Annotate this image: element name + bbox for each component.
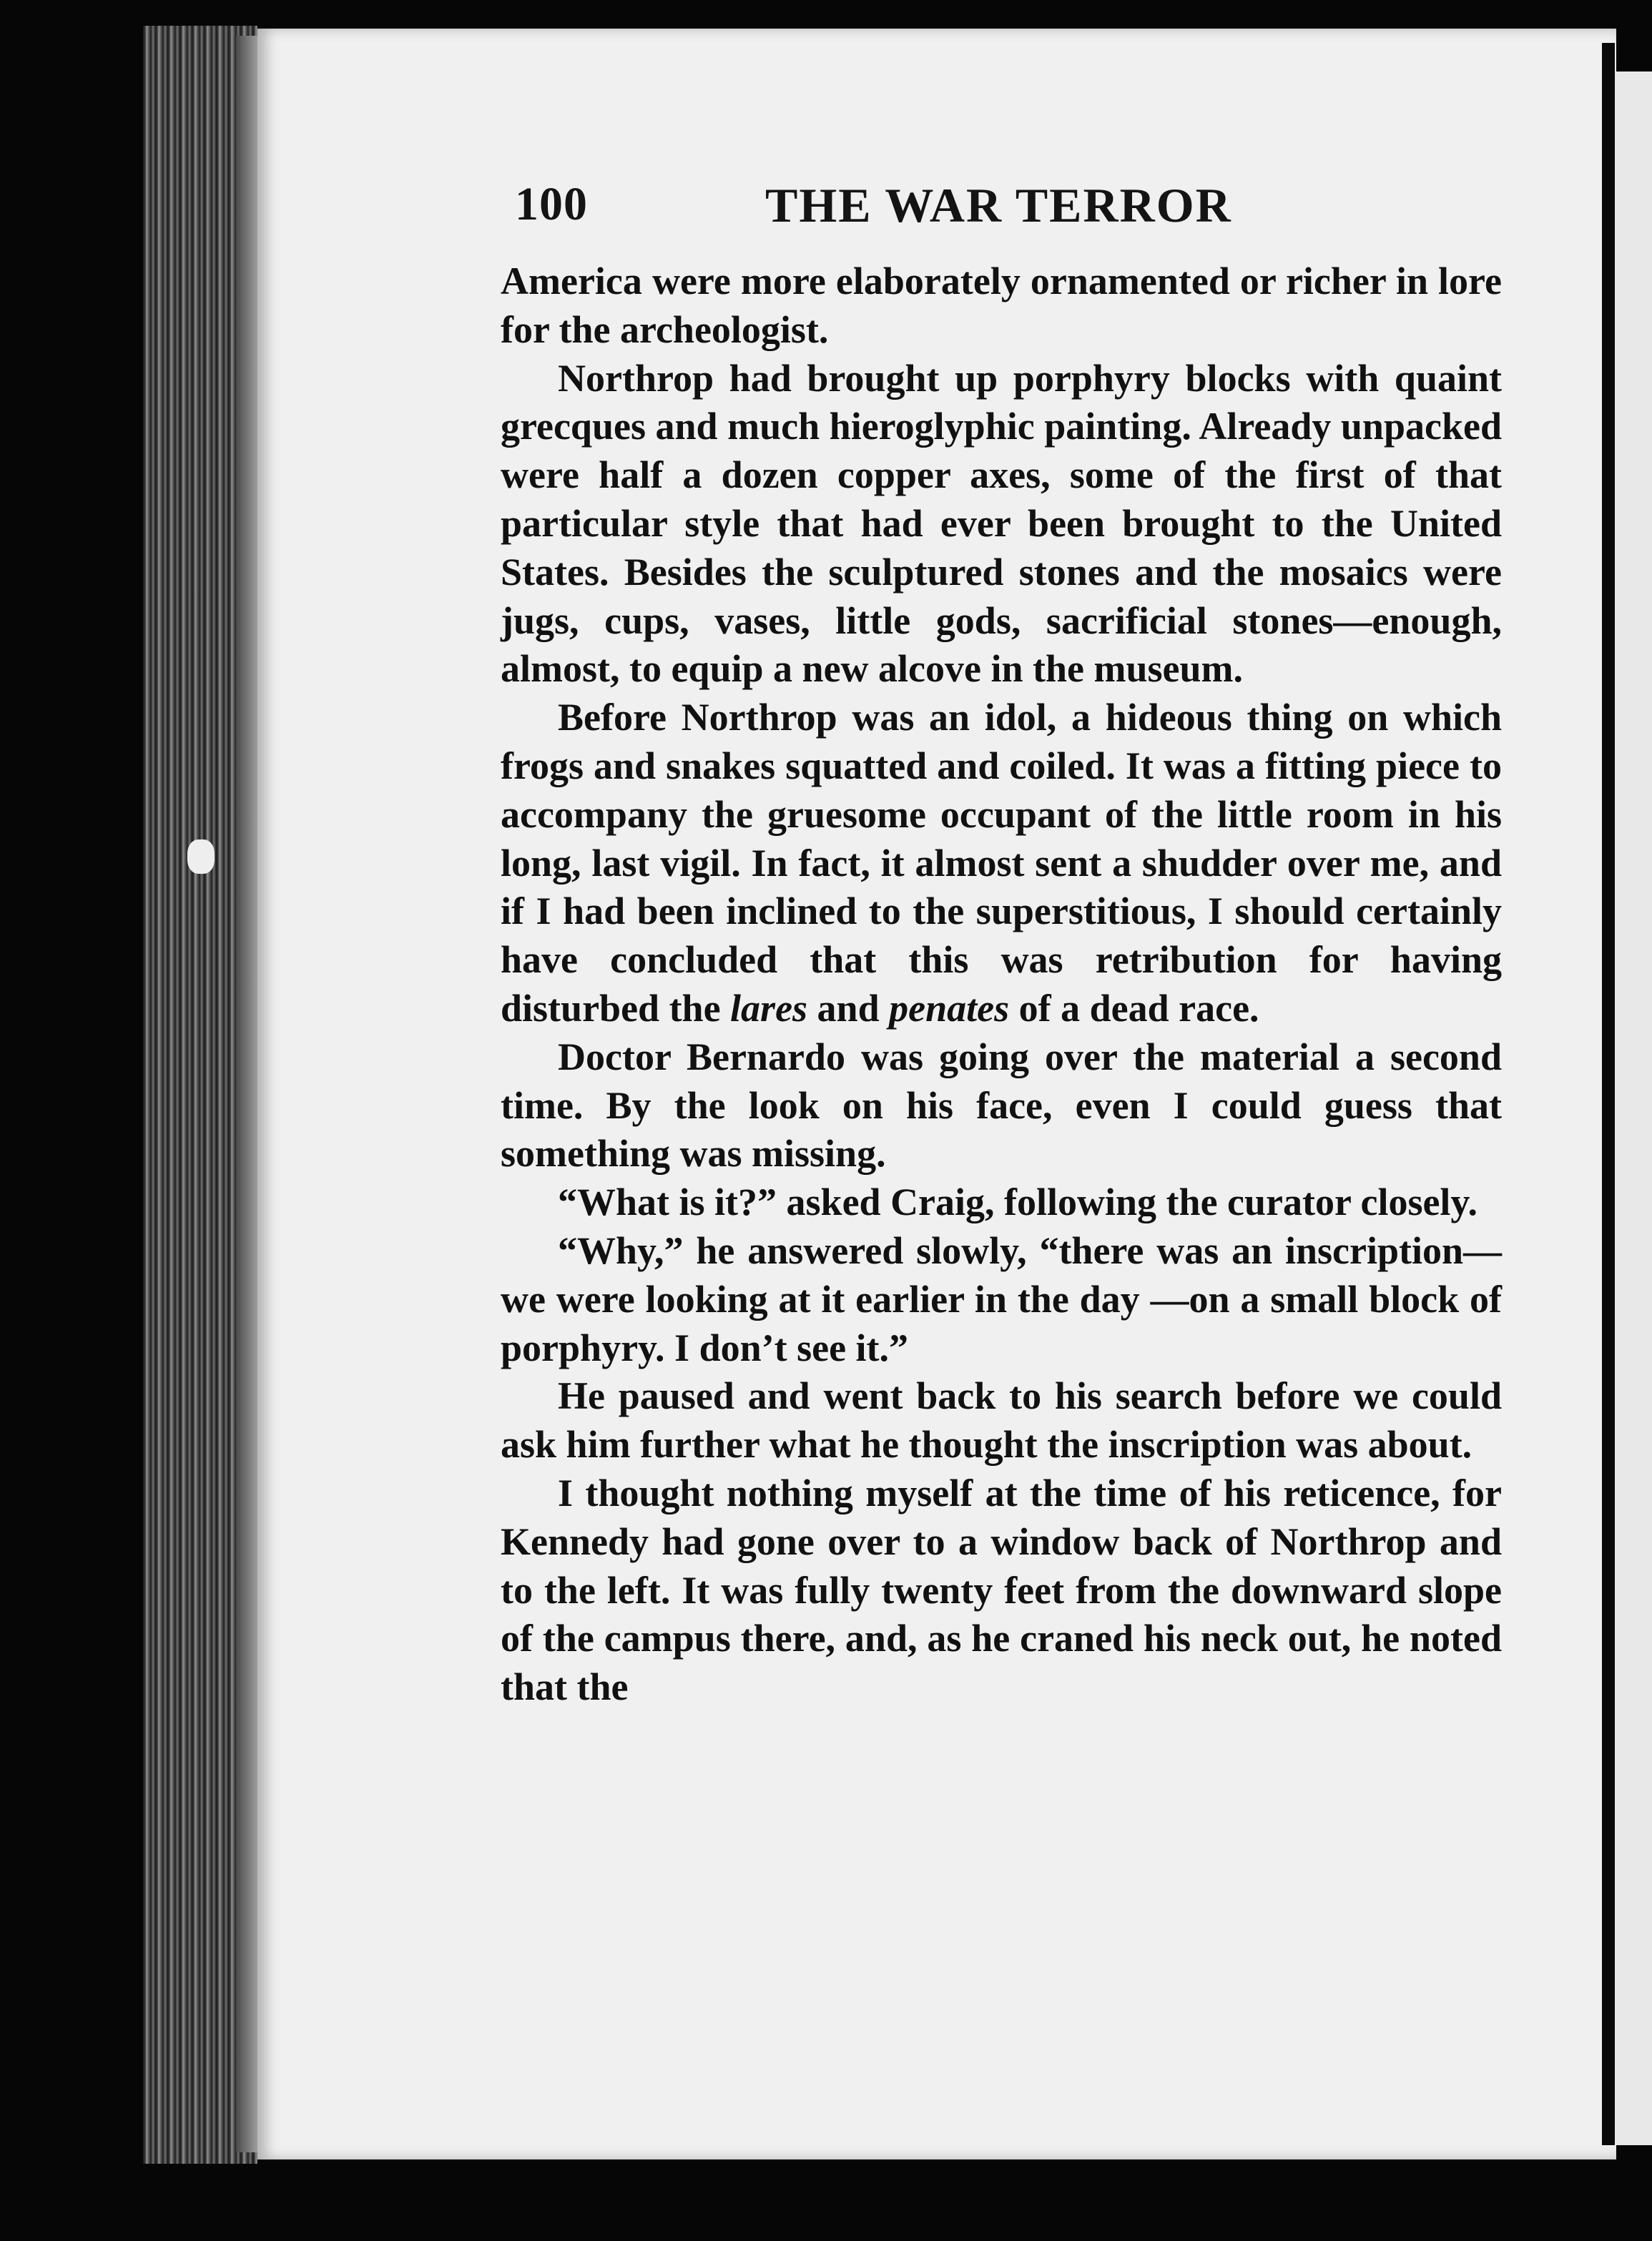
page-right-shadow [1602, 43, 1615, 2145]
paragraph-4: Doctor Bernardo was going over the material a second time. By the look on his face, even I could guess that something was missing. [501, 1035, 1502, 1176]
paragraph-3-text-b: and [807, 986, 890, 1030]
italic-lares: lares [730, 986, 808, 1030]
paragraph-7: He paused and went back to his search before we could ask him further what he thought the inscription was about. [501, 1374, 1502, 1467]
body-text [501, 257, 1502, 1712]
paragraph-3-text-c: of a dead race. [1009, 986, 1259, 1030]
scan-blemish [187, 839, 215, 874]
paragraph-1: America were more elaborately ornamented or richer in lore for the archeologist. [501, 260, 1502, 351]
running-head [515, 177, 1502, 242]
paragraph-3 [501, 694, 1502, 1033]
italic-penates: penates [889, 986, 1010, 1030]
paragraph-8: I thought nothing myself at the time of his reticence, for Kennedy had gone over to a window back of Northrop and to the left. It was fully twenty feet from the downward slope of the campus there, and, as he craned his neck out, he noted that the [501, 1471, 1502, 1709]
paragraph-2: Northrop had brought up porphyry blocks with quaint grecques and much hieroglyphic painting. Already unpacked were half a dozen copper axes, some of the first of that particular style that had ever been brought to the United States. Besides the sculptured stones and the mosaics were jugs, cups, vases, little gods, sacrificial stones—enough, almost, to equip a new alcove in the museum. [501, 356, 1502, 691]
paragraph-5: “What is it?” asked Craig, following the curator closely. [558, 1181, 1478, 1224]
paragraph-6: “Why,” he answered slowly, “there was an inscription—we were looking at it earlier in the day —on a small block of porphyry. I don’t see it.” [501, 1228, 1502, 1369]
running-title: THE WAR TERROR [765, 178, 1232, 232]
facing-page-strip [1615, 72, 1652, 2145]
paragraph-3-text-a: Before Northrop was an idol, a hideous thing on which frogs and snakes squatted and coiled. It was a fitting piece to accompany the gruesome occupant of the little room in his long, last vigil. In fact, it almost sent a shudder over me, and if I had been inclined to the superstitious, I should certainly have concluded that this was retribution for having disturbed the [501, 696, 1502, 1030]
page-number: 100 [515, 178, 588, 230]
